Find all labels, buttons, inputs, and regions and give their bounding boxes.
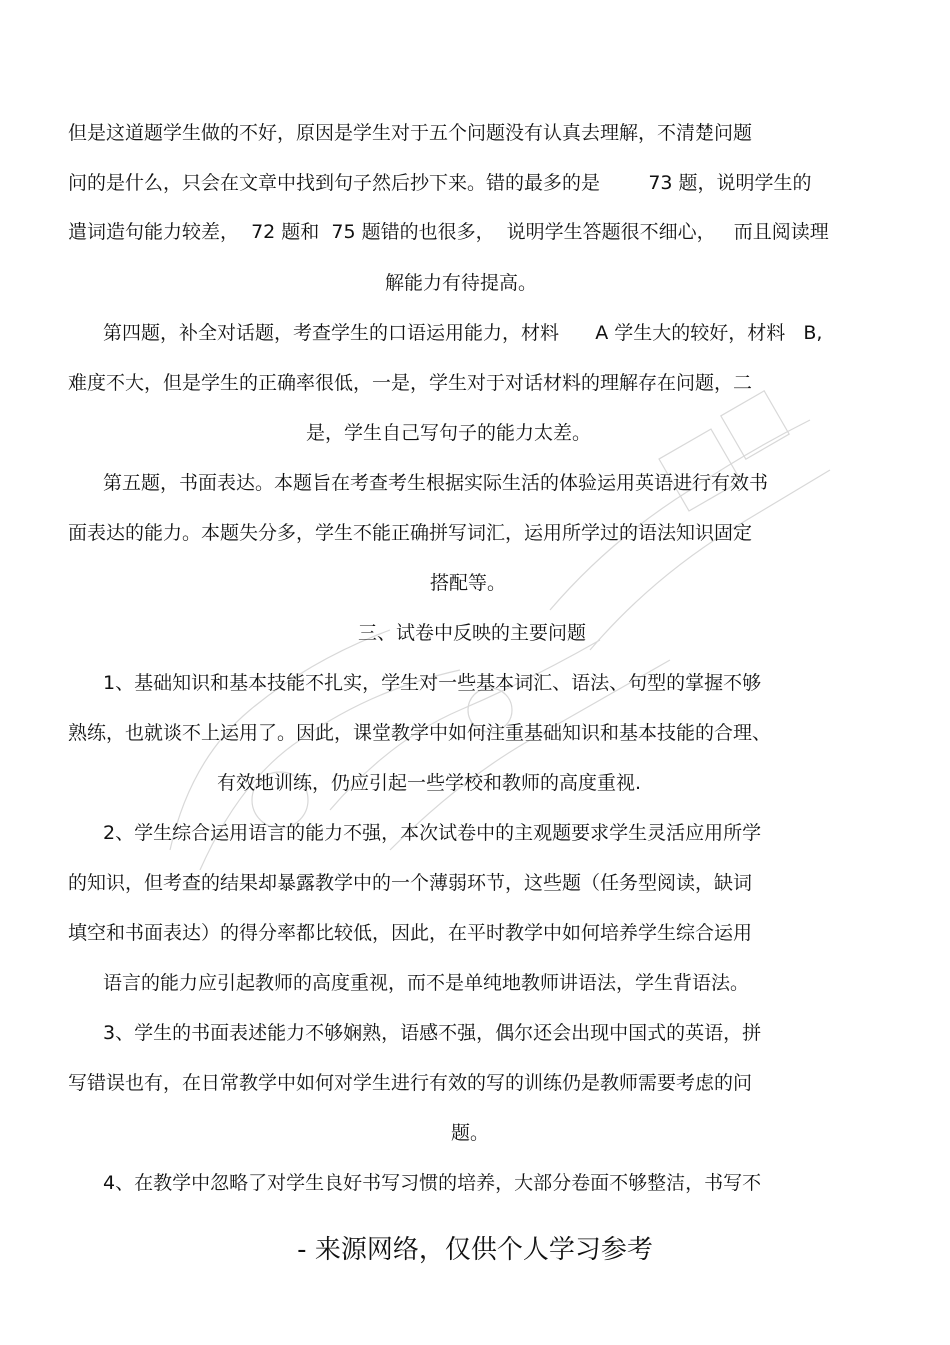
- body-line: 是，学生自己写句子的能力太差。: [306, 422, 592, 444]
- body-line: 难度不大，但是学生的正确率很低，一是，学生对于对话材料的理解存在问题，二: [68, 372, 753, 394]
- body-line: 4、在教学中忽略了对学生良好书写习惯的培养，大部分卷面不够整洁，书写不: [103, 1172, 762, 1194]
- body-line: 熟练，也就谈不上运用了。因此，课堂教学中如何注重基础知识和基本技能的合理、: [68, 722, 772, 744]
- body-line: 题。: [451, 1122, 490, 1144]
- body-line: 解能力有待提高。: [385, 272, 538, 294]
- body-line: 1、基础知识和基本技能不扎实，学生对一些基本词汇、语法、句型的掌握不够: [103, 672, 762, 694]
- body-line: 第四题，补全对话题，考查学生的口语运用能力，材料 A 学生大的较好，材料 B,: [103, 322, 823, 344]
- body-line: 的知识，但考查的结果却暴露教学中的一个薄弱环节，这些题（任务型阅读，缺词: [68, 872, 753, 894]
- body-line: 搭配等。: [430, 572, 507, 594]
- body-line: 面表达的能力。本题失分多，学生不能正确拼写词汇，运用所学过的语法知识固定: [68, 522, 753, 544]
- body-line: 3、学生的书面表述能力不够娴熟，语感不强，偶尔还会出现中国式的英语，拼: [103, 1022, 762, 1044]
- body-line: 问的是什么，只会在文章中找到句子然后抄下来。错的最多的是 73 题，说明学生的: [68, 172, 812, 194]
- body-line: 语言的能力应引起教师的高度重视，而不是单纯地教师讲语法，学生背语法。: [103, 972, 750, 994]
- body-line: 写错误也有，在日常教学中如何对学生进行有效的写的训练仍是教师需要考虑的问: [68, 1072, 753, 1094]
- body-line: 遣词造句能力较差， 72 题和 75 题错的也很多， 说明学生答题很不细心， 而且阅读理: [68, 221, 829, 243]
- body-line: 但是这道题学生做的不好，原因是学生对于五个问题没有认真去理解，不清楚问题: [68, 122, 753, 144]
- body-line: 第五题，书面表达。本题旨在考查考生根据实际生活的体验运用英语进行有效书: [103, 472, 769, 494]
- page-footer: - 来源网络，仅供个人学习参考: [297, 1235, 653, 1265]
- body-line: 2、学生综合运用语言的能力不强，本次试卷中的主观题要求学生灵活应用所学: [103, 822, 762, 844]
- body-line: 填空和书面表达）的得分率都比较低，因此，在平时教学中如何培养学生综合运用: [68, 922, 753, 944]
- section-heading: 三、试卷中反映的主要问题: [358, 622, 587, 644]
- body-line: 有效地训练，仍应引起一些学校和教师的高度重视.: [217, 772, 642, 794]
